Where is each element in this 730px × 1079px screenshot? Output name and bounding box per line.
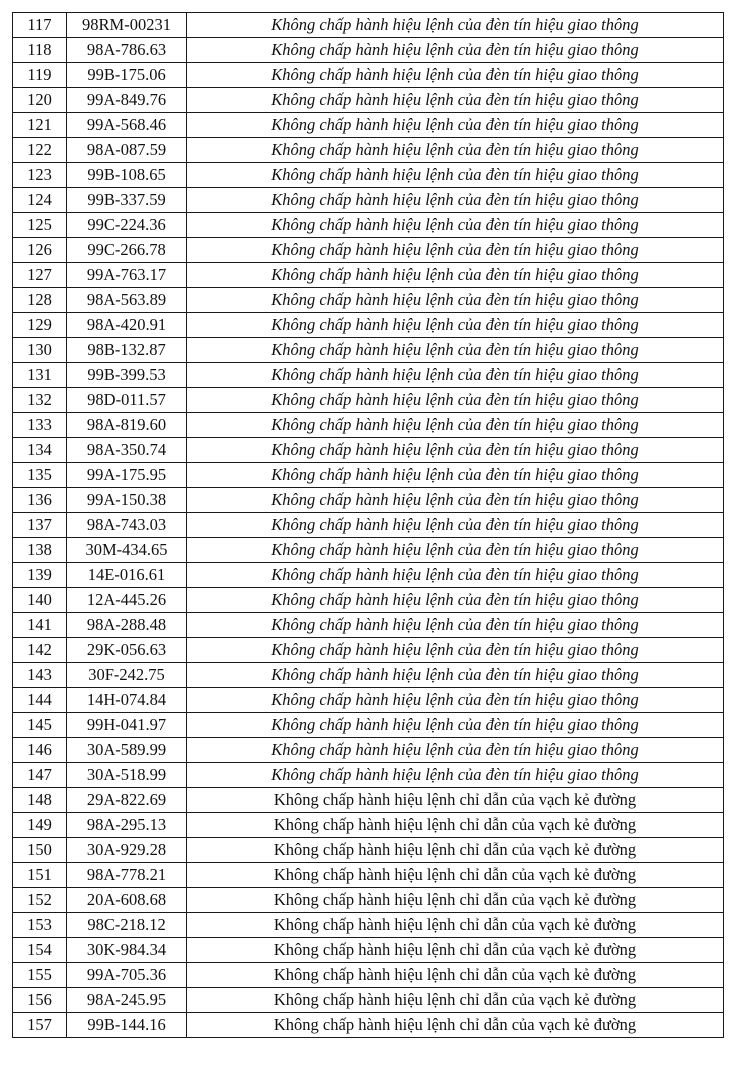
row-number-cell: 121 (13, 113, 67, 138)
license-plate-cell: 30A-518.99 (67, 763, 187, 788)
violation-description-cell: Không chấp hành hiệu lệnh của đèn tín hiệu giao thông (187, 688, 724, 713)
table-row (13, 313, 724, 338)
violation-description-cell: Không chấp hành hiệu lệnh của đèn tín hiệu giao thông (187, 763, 724, 788)
violation-description-cell: Không chấp hành hiệu lệnh của đèn tín hiệu giao thông (187, 588, 724, 613)
violation-description-cell: Không chấp hành hiệu lệnh chỉ dẫn của vạch kẻ đường (187, 988, 724, 1013)
row-number-cell: 139 (13, 563, 67, 588)
row-number-cell: 142 (13, 638, 67, 663)
violation-description-cell: Không chấp hành hiệu lệnh của đèn tín hiệu giao thông (187, 538, 724, 563)
table-row (13, 963, 724, 988)
license-plate-cell: 29A-822.69 (67, 788, 187, 813)
table-row (13, 888, 724, 913)
violation-description-cell: Không chấp hành hiệu lệnh của đèn tín hiệu giao thông (187, 238, 724, 263)
violation-description-cell: Không chấp hành hiệu lệnh chỉ dẫn của vạch kẻ đường (187, 963, 724, 988)
row-number-cell: 138 (13, 538, 67, 563)
table-row (13, 113, 724, 138)
license-plate-cell: 30K-984.34 (67, 938, 187, 963)
violation-description-cell: Không chấp hành hiệu lệnh của đèn tín hiệu giao thông (187, 638, 724, 663)
license-plate-cell: 98A-420.91 (67, 313, 187, 338)
table-row (13, 988, 724, 1013)
license-plate-cell: 99H-041.97 (67, 713, 187, 738)
row-number-cell: 125 (13, 213, 67, 238)
row-number-cell: 128 (13, 288, 67, 313)
violation-description-cell: Không chấp hành hiệu lệnh chỉ dẫn của vạch kẻ đường (187, 1013, 724, 1038)
row-number-cell: 152 (13, 888, 67, 913)
violation-description-cell: Không chấp hành hiệu lệnh của đèn tín hiệu giao thông (187, 363, 724, 388)
violation-description-cell: Không chấp hành hiệu lệnh của đèn tín hiệu giao thông (187, 413, 724, 438)
license-plate-cell: 30A-589.99 (67, 738, 187, 763)
table-row (13, 713, 724, 738)
violation-description-cell: Không chấp hành hiệu lệnh của đèn tín hiệu giao thông (187, 263, 724, 288)
violation-description-cell: Không chấp hành hiệu lệnh chỉ dẫn của vạch kẻ đường (187, 913, 724, 938)
license-plate-cell: 98A-786.63 (67, 38, 187, 63)
row-number-cell: 141 (13, 613, 67, 638)
violation-description-cell: Không chấp hành hiệu lệnh của đèn tín hiệu giao thông (187, 338, 724, 363)
violation-description-cell: Không chấp hành hiệu lệnh chỉ dẫn của vạch kẻ đường (187, 788, 724, 813)
table-row (13, 813, 724, 838)
table-row (13, 538, 724, 563)
table-row (13, 38, 724, 63)
table-row (13, 238, 724, 263)
violation-description-cell: Không chấp hành hiệu lệnh chỉ dẫn của vạch kẻ đường (187, 838, 724, 863)
license-plate-cell: 98C-218.12 (67, 913, 187, 938)
license-plate-cell: 98A-563.89 (67, 288, 187, 313)
violation-description-cell: Không chấp hành hiệu lệnh chỉ dẫn của vạch kẻ đường (187, 938, 724, 963)
row-number-cell: 117 (13, 13, 67, 38)
row-number-cell: 149 (13, 813, 67, 838)
document-page (12, 12, 723, 1038)
license-plate-cell: 20A-608.68 (67, 888, 187, 913)
table-row (13, 638, 724, 663)
license-plate-cell: 99B-337.59 (67, 188, 187, 213)
license-plate-cell: 30A-929.28 (67, 838, 187, 863)
table-row (13, 163, 724, 188)
violation-description-cell: Không chấp hành hiệu lệnh của đèn tín hiệu giao thông (187, 288, 724, 313)
row-number-cell: 135 (13, 463, 67, 488)
row-number-cell: 123 (13, 163, 67, 188)
row-number-cell: 134 (13, 438, 67, 463)
row-number-cell: 129 (13, 313, 67, 338)
table-row (13, 213, 724, 238)
license-plate-cell: 14E-016.61 (67, 563, 187, 588)
table-row (13, 188, 724, 213)
violation-description-cell: Không chấp hành hiệu lệnh của đèn tín hiệu giao thông (187, 313, 724, 338)
violation-description-cell: Không chấp hành hiệu lệnh của đèn tín hiệu giao thông (187, 563, 724, 588)
violation-description-cell: Không chấp hành hiệu lệnh của đèn tín hiệu giao thông (187, 63, 724, 88)
row-number-cell: 156 (13, 988, 67, 1013)
row-number-cell: 137 (13, 513, 67, 538)
table-row (13, 13, 724, 38)
violation-description-cell: Không chấp hành hiệu lệnh của đèn tín hiệu giao thông (187, 738, 724, 763)
violation-description-cell: Không chấp hành hiệu lệnh của đèn tín hiệu giao thông (187, 188, 724, 213)
row-number-cell: 148 (13, 788, 67, 813)
license-plate-cell: 98A-778.21 (67, 863, 187, 888)
table-row (13, 1013, 724, 1038)
license-plate-cell: 98B-132.87 (67, 338, 187, 363)
row-number-cell: 124 (13, 188, 67, 213)
violation-description-cell: Không chấp hành hiệu lệnh của đèn tín hiệu giao thông (187, 713, 724, 738)
violation-description-cell: Không chấp hành hiệu lệnh chỉ dẫn của vạch kẻ đường (187, 888, 724, 913)
license-plate-cell: 14H-074.84 (67, 688, 187, 713)
license-plate-cell: 99C-266.78 (67, 238, 187, 263)
license-plate-cell: 98A-087.59 (67, 138, 187, 163)
table-row (13, 588, 724, 613)
violation-description-cell: Không chấp hành hiệu lệnh của đèn tín hiệu giao thông (187, 388, 724, 413)
license-plate-cell: 12A-445.26 (67, 588, 187, 613)
violation-description-cell: Không chấp hành hiệu lệnh của đèn tín hiệu giao thông (187, 513, 724, 538)
license-plate-cell: 99A-175.95 (67, 463, 187, 488)
row-number-cell: 143 (13, 663, 67, 688)
license-plate-cell: 30F-242.75 (67, 663, 187, 688)
license-plate-cell: 99C-224.36 (67, 213, 187, 238)
table-row (13, 438, 724, 463)
violation-description-cell: Không chấp hành hiệu lệnh của đèn tín hiệu giao thông (187, 613, 724, 638)
row-number-cell: 154 (13, 938, 67, 963)
license-plate-cell: 98D-011.57 (67, 388, 187, 413)
violation-description-cell: Không chấp hành hiệu lệnh của đèn tín hiệu giao thông (187, 163, 724, 188)
table-row (13, 63, 724, 88)
table-row (13, 288, 724, 313)
license-plate-cell: 99B-175.06 (67, 63, 187, 88)
license-plate-cell: 99A-568.46 (67, 113, 187, 138)
row-number-cell: 146 (13, 738, 67, 763)
row-number-cell: 151 (13, 863, 67, 888)
row-number-cell: 120 (13, 88, 67, 113)
table-row (13, 788, 724, 813)
license-plate-cell: 29K-056.63 (67, 638, 187, 663)
license-plate-cell: 99B-108.65 (67, 163, 187, 188)
violation-description-cell: Không chấp hành hiệu lệnh của đèn tín hiệu giao thông (187, 113, 724, 138)
table-row (13, 463, 724, 488)
table-row (13, 863, 724, 888)
license-plate-cell: 99B-144.16 (67, 1013, 187, 1038)
table-row (13, 613, 724, 638)
table-row (13, 338, 724, 363)
table-row (13, 263, 724, 288)
table-row (13, 388, 724, 413)
violation-description-cell: Không chấp hành hiệu lệnh chỉ dẫn của vạch kẻ đường (187, 863, 724, 888)
table-row (13, 513, 724, 538)
table-row (13, 413, 724, 438)
table-row (13, 488, 724, 513)
row-number-cell: 157 (13, 1013, 67, 1038)
row-number-cell: 122 (13, 138, 67, 163)
row-number-cell: 153 (13, 913, 67, 938)
row-number-cell: 150 (13, 838, 67, 863)
row-number-cell: 118 (13, 38, 67, 63)
row-number-cell: 145 (13, 713, 67, 738)
license-plate-cell: 99B-399.53 (67, 363, 187, 388)
row-number-cell: 126 (13, 238, 67, 263)
row-number-cell: 131 (13, 363, 67, 388)
violation-description-cell: Không chấp hành hiệu lệnh của đèn tín hiệu giao thông (187, 463, 724, 488)
violation-description-cell: Không chấp hành hiệu lệnh của đèn tín hiệu giao thông (187, 488, 724, 513)
table-row (13, 838, 724, 863)
row-number-cell: 147 (13, 763, 67, 788)
violation-description-cell: Không chấp hành hiệu lệnh của đèn tín hiệu giao thông (187, 663, 724, 688)
row-number-cell: 136 (13, 488, 67, 513)
row-number-cell: 144 (13, 688, 67, 713)
violation-description-cell: Không chấp hành hiệu lệnh của đèn tín hiệu giao thông (187, 213, 724, 238)
violations-table-body (13, 13, 724, 1038)
row-number-cell: 130 (13, 338, 67, 363)
violation-description-cell: Không chấp hành hiệu lệnh của đèn tín hiệu giao thông (187, 138, 724, 163)
table-row (13, 563, 724, 588)
table-row (13, 913, 724, 938)
violation-description-cell: Không chấp hành hiệu lệnh của đèn tín hiệu giao thông (187, 13, 724, 38)
table-row (13, 738, 724, 763)
license-plate-cell: 99A-763.17 (67, 263, 187, 288)
row-number-cell: 127 (13, 263, 67, 288)
license-plate-cell: 98A-288.48 (67, 613, 187, 638)
violation-description-cell: Không chấp hành hiệu lệnh của đèn tín hiệu giao thông (187, 88, 724, 113)
license-plate-cell: 99A-705.36 (67, 963, 187, 988)
license-plate-cell: 98A-819.60 (67, 413, 187, 438)
table-row (13, 663, 724, 688)
license-plate-cell: 99A-849.76 (67, 88, 187, 113)
license-plate-cell: 98A-295.13 (67, 813, 187, 838)
license-plate-cell: 99A-150.38 (67, 488, 187, 513)
table-row (13, 938, 724, 963)
row-number-cell: 155 (13, 963, 67, 988)
row-number-cell: 132 (13, 388, 67, 413)
license-plate-cell: 30M-434.65 (67, 538, 187, 563)
license-plate-cell: 98A-350.74 (67, 438, 187, 463)
license-plate-cell: 98RM-00231 (67, 13, 187, 38)
violation-description-cell: Không chấp hành hiệu lệnh của đèn tín hiệu giao thông (187, 38, 724, 63)
table-row (13, 763, 724, 788)
row-number-cell: 133 (13, 413, 67, 438)
row-number-cell: 119 (13, 63, 67, 88)
violation-description-cell: Không chấp hành hiệu lệnh chỉ dẫn của vạch kẻ đường (187, 813, 724, 838)
license-plate-cell: 98A-743.03 (67, 513, 187, 538)
license-plate-cell: 98A-245.95 (67, 988, 187, 1013)
table-row (13, 88, 724, 113)
violations-table (12, 12, 724, 1038)
row-number-cell: 140 (13, 588, 67, 613)
table-row (13, 363, 724, 388)
table-row (13, 138, 724, 163)
violation-description-cell: Không chấp hành hiệu lệnh của đèn tín hiệu giao thông (187, 438, 724, 463)
table-row (13, 688, 724, 713)
